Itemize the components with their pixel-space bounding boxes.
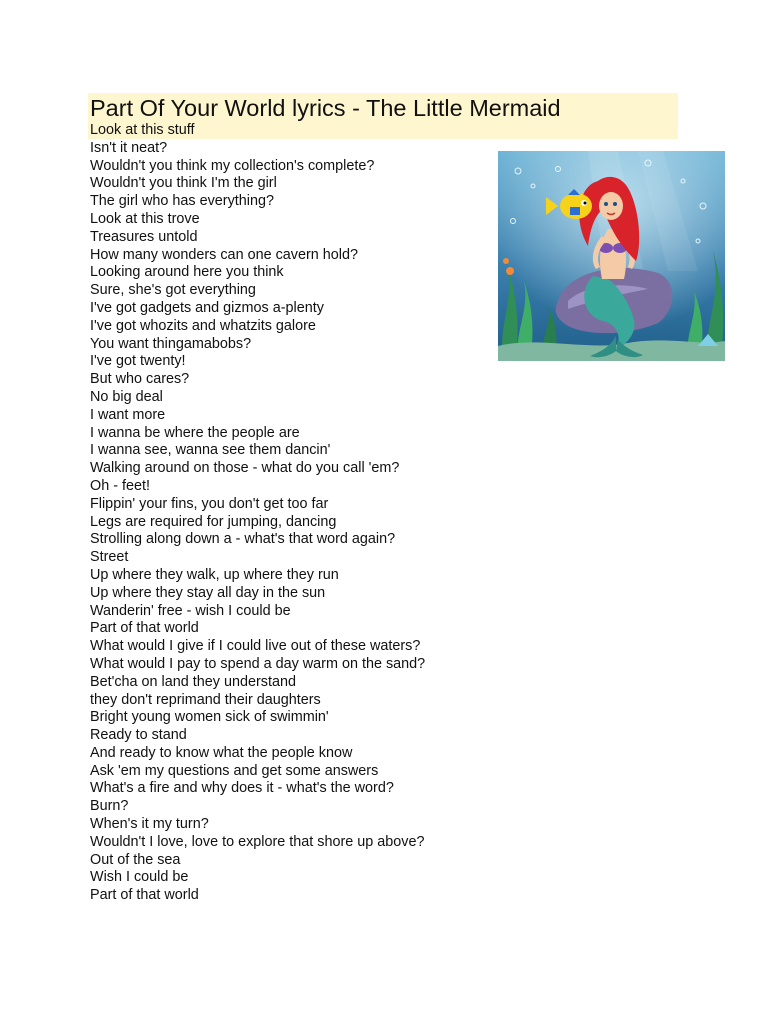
lyric-line: I've got twenty! [90, 353, 186, 370]
lyric-line: they don't reprimand their daughters [90, 691, 321, 708]
lyric-line: I've got whozits and whatzits galore [90, 317, 316, 334]
lyric-line: The girl who has everything? [90, 193, 274, 210]
lyric-line: Legs are required for jumping, dancing [90, 513, 337, 530]
lyric-line: And ready to know what the people know [90, 744, 353, 761]
lyric-line: Sure, she's got everything [90, 282, 256, 299]
lyric-line: Look at this stuff [90, 122, 195, 138]
lyric-line: I wanna be where the people are [90, 424, 300, 441]
lyric-line: Treasures untold [90, 228, 198, 245]
lyric-line: Wouldn't you think I'm the girl [90, 175, 277, 192]
lyric-line: No big deal [90, 388, 163, 405]
lyrics-list [90, 122, 425, 905]
lyric-line: Bet'cha on land they understand [90, 673, 296, 690]
lyric-line: I've got gadgets and gizmos a-plenty [90, 299, 324, 316]
page-title: Part Of Your World lyrics - The Little Mermaid [90, 95, 561, 121]
lyric-line: Isn't it neat? [90, 139, 168, 156]
lyric-line: Burn? [90, 798, 129, 815]
ariel-flounder-illustration [498, 151, 725, 361]
lyric-line: Up where they stay all day in the sun [90, 584, 326, 601]
lyric-line: I wanna see, wanna see them dancin' [90, 442, 331, 459]
lyric-line: Wish I could be [90, 869, 189, 886]
lyric-line: Looking around here you think [90, 264, 284, 281]
lyric-line: Look at this trove [90, 210, 200, 227]
lyric-line: Up where they walk, up where they run [90, 566, 339, 583]
lyric-line: Ask 'em my questions and get some answers [90, 762, 379, 779]
lyric-line: But who cares? [90, 371, 190, 388]
lyric-line: Oh - feet! [90, 477, 150, 494]
lyric-line: Street [90, 549, 129, 566]
mermaid-picture [498, 151, 725, 361]
lyric-line: What's a fire and why does it - what's the word? [90, 780, 394, 797]
lyric-line: Bright young women sick of swimmin' [90, 709, 329, 726]
lyric-line: Wouldn't I love, love to explore that shore up above? [90, 833, 425, 850]
lyric-line: When's it my turn? [90, 816, 209, 833]
lyric-line: Part of that world [90, 620, 199, 637]
lyric-line: Wouldn't you think my collection's complete? [90, 157, 375, 174]
lyric-line: Part of that world [90, 887, 199, 904]
mermaid-face [599, 192, 623, 220]
lyric-line: What would I give if I could live out of these waters? [90, 638, 421, 655]
lyric-line: Ready to stand [90, 727, 187, 744]
lyric-line: You want thingamabobs? [90, 335, 252, 352]
lyric-line: What would I pay to spend a day warm on the sand? [90, 655, 426, 672]
lyric-line: Strolling along down a - what's that word again? [90, 531, 396, 548]
lyric-line: Walking around on those - what do you call 'em? [90, 460, 400, 477]
lyric-line: I want more [90, 406, 166, 423]
lyric-line: How many wonders can one cavern hold? [90, 246, 358, 263]
lyric-line: Wanderin' free - wish I could be [90, 602, 291, 619]
lyric-line: Flippin' your fins, you don't get too far [90, 495, 329, 512]
lyric-line: Out of the sea [90, 851, 181, 868]
